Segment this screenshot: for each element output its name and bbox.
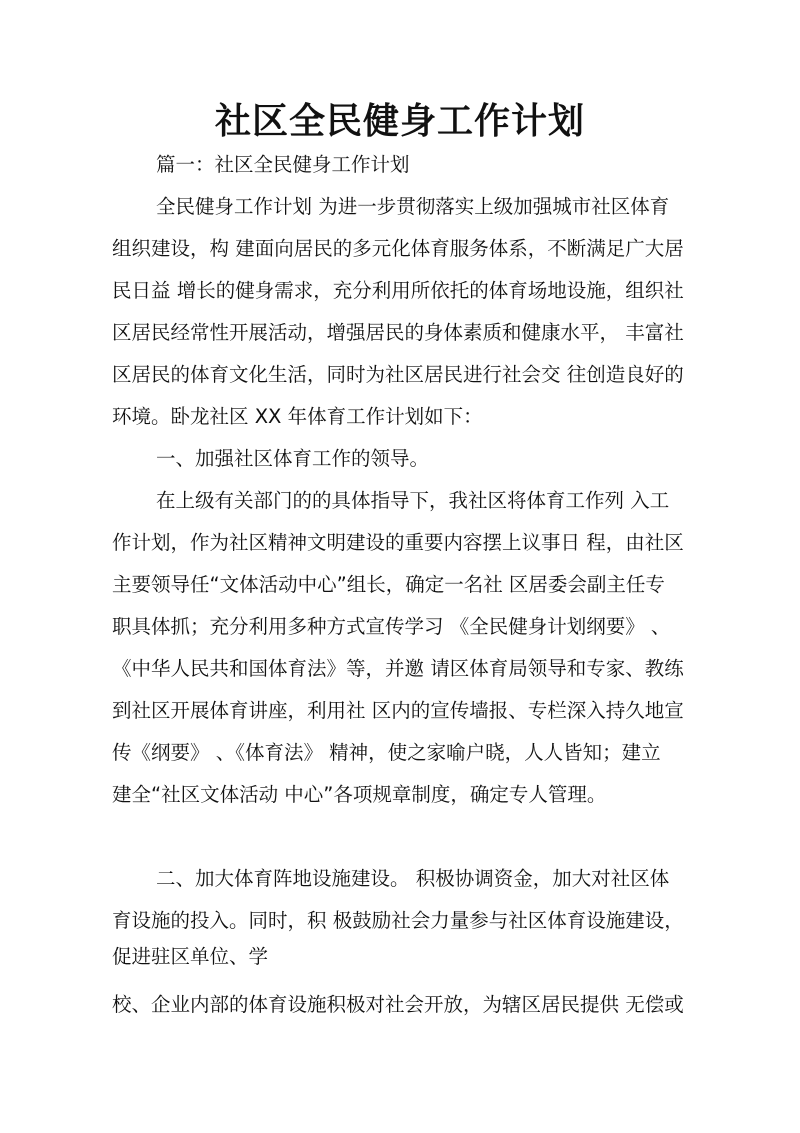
- body-line: 促进驻区单位、学: [112, 945, 269, 968]
- body-line: 全民健身工作计划 为进一步贯彻落实上级加强城市社区体育: [156, 195, 670, 218]
- body-line: 校、企业内部的体育设施积极对社会开放，为辖区居民提供 无偿或: [112, 993, 684, 1016]
- body-line: 环境。卧龙社区 XX 年体育工作计划如下：: [112, 405, 483, 428]
- section-heading-line: 二、加大体育阵地设施建设。 积极协调资金，加大对社区体: [156, 867, 670, 890]
- body-line: 在上级有关部门的的具体指导下，我社区将体育工作列 入工: [156, 489, 670, 512]
- body-line: 到社区开展体育讲座，利用社 区内的宣传墙报、专栏深入持久地宣: [112, 699, 684, 722]
- body-line: 《中华人民共和国体育法》等，并邀 请区体育局领导和专家、教练: [112, 657, 684, 680]
- body-line: 组织建设，构 建面向居民的多元化体育服务体系，不断满足广大居: [112, 237, 684, 260]
- body-line: 传《纲要》 、《体育法》 精神，使之家喻户晓，人人皆知；建立: [112, 741, 661, 764]
- section-heading-line: 一、加强社区体育工作的领导。: [156, 447, 430, 470]
- body-line: 主要领导任“文体活动中心”组长，确定一名社 区居委会副主任专: [112, 573, 665, 596]
- body-line: 育设施的投入。同时，积 极鼓励社会力量参与社区体育设施建设，: [112, 909, 684, 932]
- document-title: 社区全民健身工作计划: [214, 101, 585, 142]
- body-line: 民日益 增长的健身需求，充分利用所依托的体育场地设施，组织社: [112, 279, 684, 302]
- section-heading-line: 篇一：社区全民健身工作计划: [156, 153, 410, 176]
- body-line: 区居民经常性开展活动，增强居民的身体素质和健康水平， 丰富社: [112, 321, 684, 344]
- body-line: 建全“社区文体活动 中心”各项规章制度，确定专人管理。: [112, 783, 607, 806]
- body-line: 作计划，作为社区精神文明建设的重要内容摆上议事日 程，由社区: [112, 531, 684, 554]
- body-line: 职具体抓；充分利用多种方式宣传学习 《全民健身计划纲要》 、: [112, 615, 671, 638]
- body-line: 区居民的体育文化生活，同时为社区居民进行社会交 往创造良好的: [112, 363, 684, 386]
